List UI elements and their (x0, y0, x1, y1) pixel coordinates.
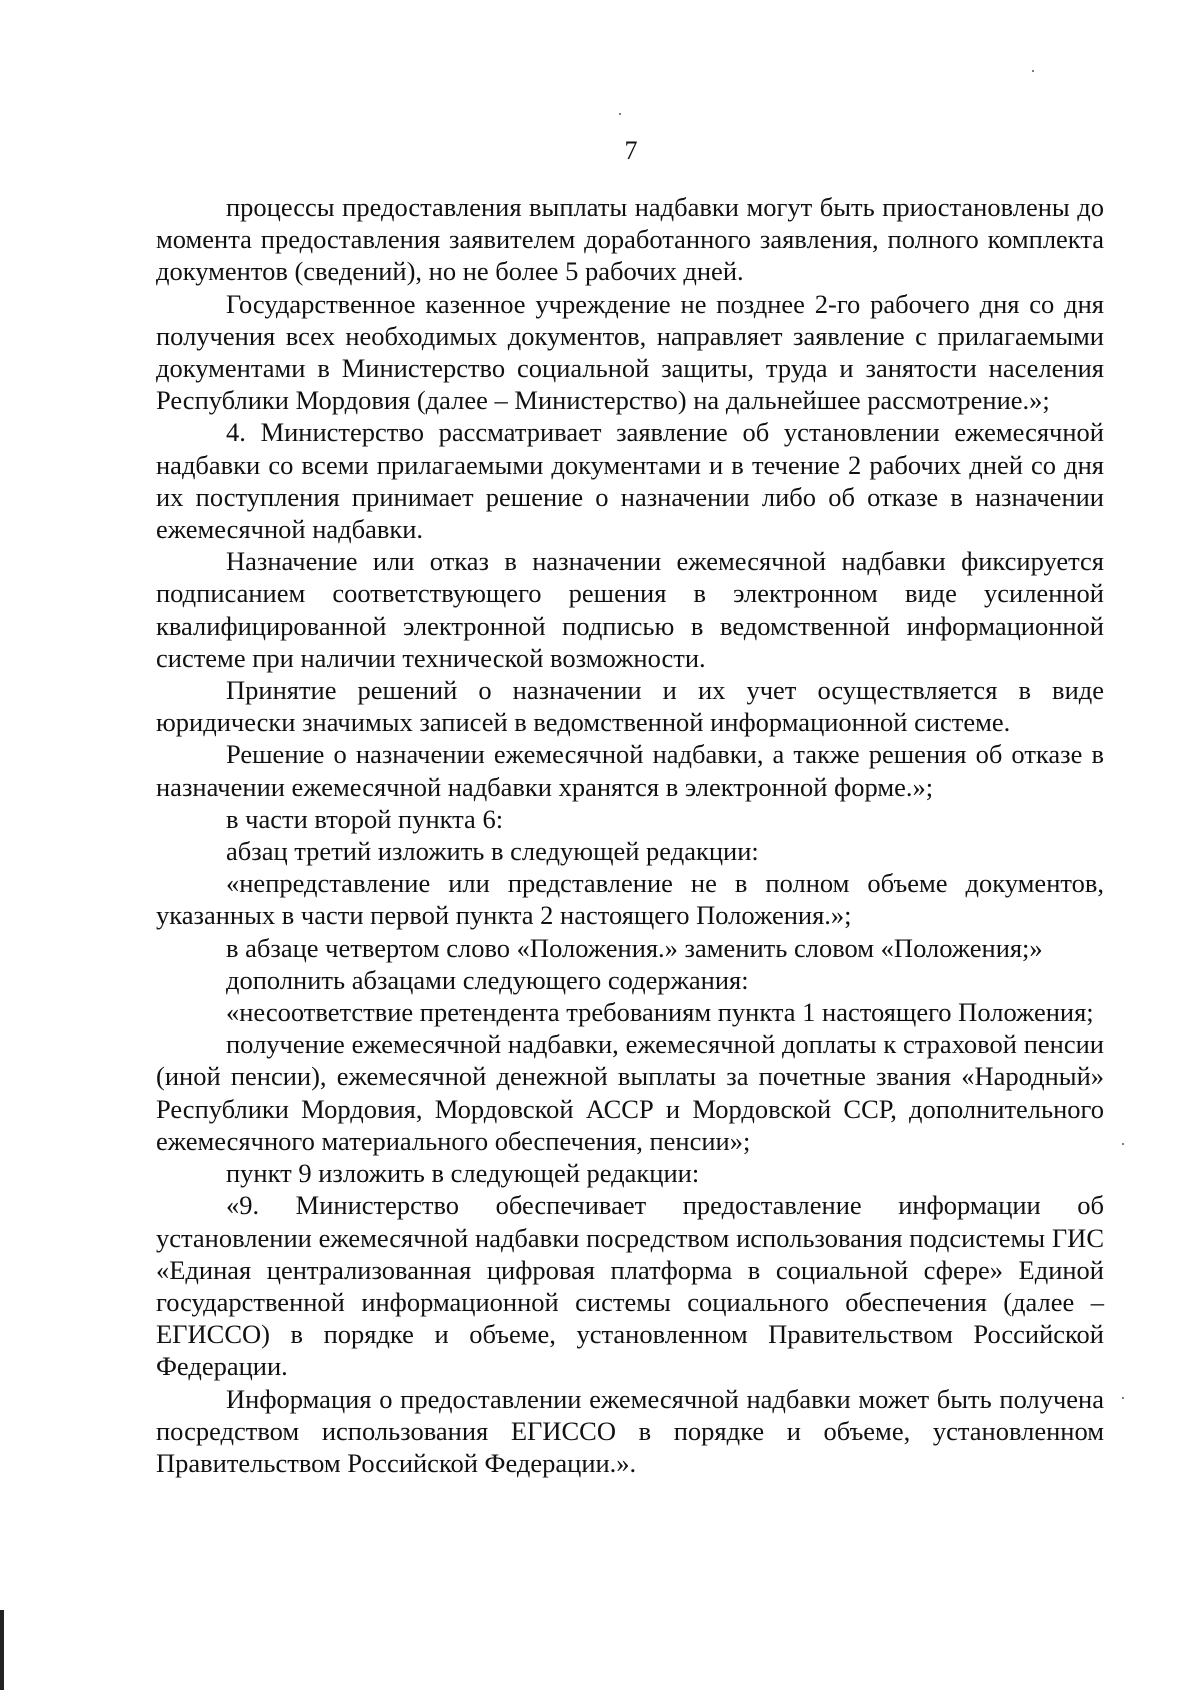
scan-speck (1122, 1143, 1124, 1145)
scan-speck (1122, 1397, 1124, 1399)
paragraph: «несоответствие претендента требованиям пункта 1 настоящего Положения; (226, 997, 1094, 1028)
scan-edge-mark (0, 1610, 4, 1690)
paragraph: пункт 9 изложить в следующей редакции: (226, 1158, 700, 1189)
paragraph: в абзаце четвертом слово «Положения.» заменить словом «Положения;» (226, 932, 1043, 963)
paragraph: получение ежемесячной надбавки, ежемесячной доплаты к страховой пенсии (иной пенсии), ежемесячной денежной выплаты за почетные звания «Народный» Республики Мордовия, Мордовской АССР и Мордовской ССР, дополнительного ежемесячного материального обеспечения, пенсии»; (156, 1029, 1104, 1156)
paragraph: абзац третий изложить в следующей редакции: (226, 836, 759, 867)
paragraph: Принятие решений о назначении и их учет осуществляется в виде юридически значимых записей в ведомственной информационной системе. (156, 675, 1104, 738)
scan-speck (619, 113, 621, 115)
paragraph: Информация о предоставлении ежемесячной надбавки может быть получена посредством использования ЕГИССО в порядке и объеме, установленном Правительством Российской Федерации.». (156, 1383, 1104, 1478)
scan-speck (1032, 70, 1034, 72)
paragraph: Решение о назначении ежемесячной надбавки, а также решения об отказе в назначении ежемесячной надбавки хранятся в электронной форме.»; (156, 739, 1104, 802)
body-text (156, 191, 1104, 1479)
paragraph: Государственное казенное учреждение не позднее 2-го рабочего дня со дня получения всех необходимых документов, направляет заявление с прилагаемыми документами в Министерство социальной защиты, труда и занятости населения Республики Мордовия (далее – Министерство) на дальнейшее рассмотрение.»; (156, 288, 1104, 416)
paragraph: 4. Министерство рассматривает заявление об установлении ежемесячной надбавки со всеми прилагаемыми документами и в течение 2 рабочих дней со дня их поступления принимает решение о назначении либо об отказе в назначении ежемесячной надбавки. (156, 417, 1104, 545)
paragraph: Назначение или отказ в назначении ежемесячной надбавки фиксируется подписанием соответствующего решения в электронном виде усиленной квалифицированной электронной подписью в ведомственной информационной системе при наличии технической возможности. (156, 546, 1104, 673)
page-number: 7 (624, 136, 638, 165)
paragraph: процессы предоставления выплаты надбавки могут быть приостановлены до момента предоставления заявителем доработанного заявления, полного комплекта документов (сведений), но не более 5 рабочих дней. (156, 192, 1104, 287)
paragraph: дополнить абзацами следующего содержания: (226, 964, 749, 995)
paragraph: «непредставление или представление не в полном объеме документов, указанных в части первой пункта 2 настоящего Положения.»; (156, 868, 1104, 931)
paragraph: в части второй пункта 6: (226, 803, 504, 834)
paragraph: «9. Министерство обеспечивает предоставление информации об установлении ежемесячной надбавки посредством использования подсистемы ГИС «Единая централизованная цифровая платформа в социальной сфере» Единой государственной информационной системы социального обеспечения (далее – ЕГИССО) в порядке и объеме, установленном Правительством Российской Федерации. (156, 1190, 1104, 1382)
